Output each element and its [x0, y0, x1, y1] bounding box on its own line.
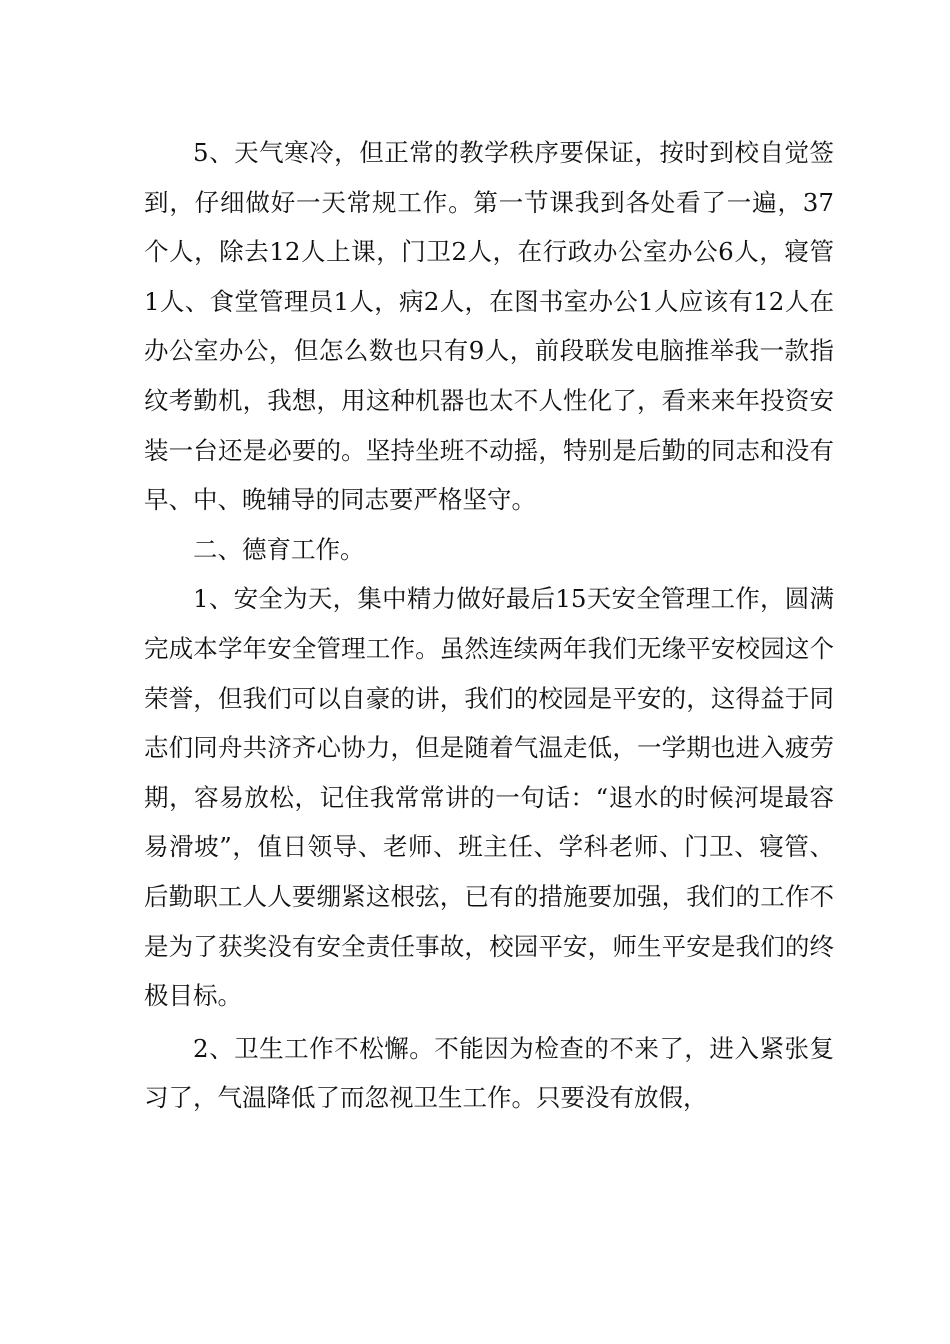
paragraph-hygiene: 2、卫生工作不松懈。不能因为检查的不来了，进入紧张复习了，气温降低了而忽视卫生工作。只要没有放假，: [144, 1033, 834, 1113]
document-body: [144, 128, 834, 1123]
paragraph-attendance: 5、天气寒冷，但正常的教学秩序要保证，按时到校自觉签到，仔细做好一天常规工作。第一节课我到各处看了一遍，37个人，除去12人上课，门卫2人，在行政办公室办公6人，寝管1人、食堂管理员1人，病2人，在图书室办公1人应该有12人在办公室办公，但怎么数也只有9人，前段联发电脑推举我一款指纹考勤机，我想，用这种机器也太不人性化了，看来来年投资安装一台还是必要的。坚持坐班不动摇，特别是后勤的同志和没有早、中、晚辅导的同志要严格坚守。: [144, 138, 834, 515]
paragraph-safety: 1、安全为天，集中精力做好最后15天安全管理工作，圆满完成本学年安全管理工作。虽然连续两年我们无缘平安校园这个荣誉，但我们可以自豪的讲，我们的校园是平安的，这得益于同志们同舟共济齐心协力，但是随着气温走低，一学期也进入疲劳期，容易放松，记住我常常讲的一句话：“退水的时候河堤最容易滑坡”，值日领导、老师、班主任、学科老师、门卫、寝管、后勤职工人人要绷紧这根弦，已有的措施要加强，我们的工作不是为了获奖没有安全责任事故，校园平安，师生平安是我们的终极目标。: [144, 584, 834, 1011]
section-heading-moral-education: 二、德育工作。: [193, 534, 365, 564]
